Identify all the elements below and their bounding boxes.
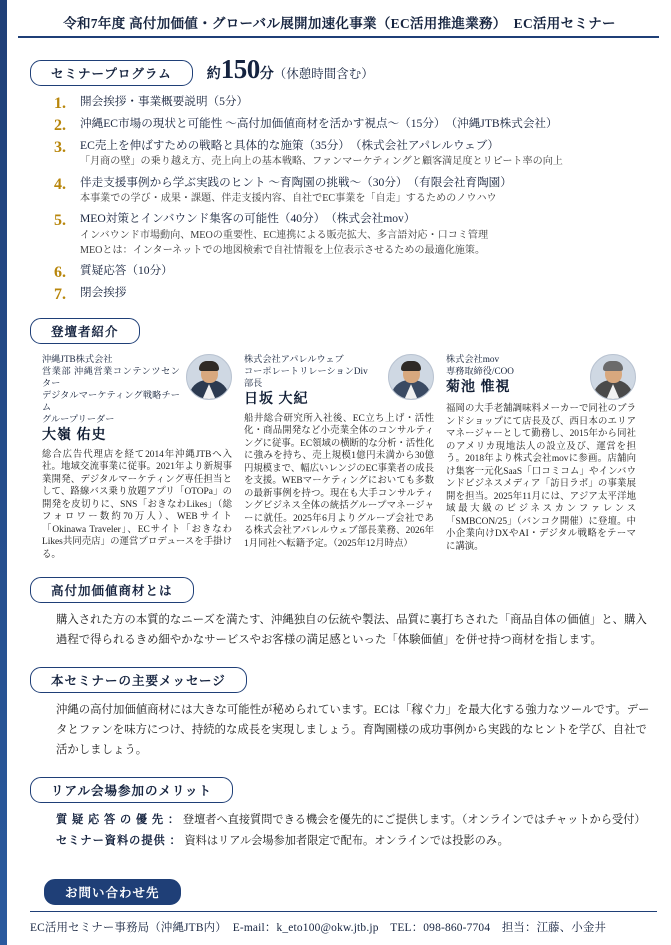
speaker-header [446,354,636,400]
program-item-subtitle: MEOとは：インターネットでの地図検索で自社情報を上位表示させるための最適化施策。 [80,245,486,257]
program-item-title: 伴走支援事例から学ぶ実践のヒント ～育陶園の挑戦～（30分） （有限会社育陶園） [80,175,512,189]
header-divider [18,36,659,38]
speaker-name: 日坂 大紀 [244,391,309,407]
program-item-title: 沖縄EC市場の現状と可能性 ～高付加価値商材を活かす視点～（15分） （沖縄JTB株式会社） [80,116,558,130]
speaker-list [30,354,657,561]
speaker-meta [446,354,584,398]
speaker-card [446,354,636,561]
duration-note: （休憩時間含む） [273,67,374,81]
speaker-bio: 福岡の大手老舗調味料メーカーで同社のブランドショップにて店長及び、西日本のエリアマネージャーとして勤務し、2015年から同社のアメリカ現地法人の設立及び、運営を担う。2018年より株式会社movに参画。店舗向け集客一元化SaaS「口コミコム」やインバウンドビジネスメディア「訪日ラボ」の事業展開を担当。2025年11月には、アジア太平洋地域最大級のビジネスカンファレンス「SMBCON/25」（バンコク開催）に登壇。中小企業向けDXやAI・デジタル戦略をテーマに講演。 [446,404,636,552]
speaker-org: 営業部 沖縄営業コンテンツセンター [42,366,180,388]
speaker-role: 専務取締役/COO [446,366,514,377]
speakers-section [30,318,657,561]
speaker-org: 株式会社mov [446,354,500,365]
speaker-org: デジタルマーケティング戦略チーム [42,389,180,412]
program-item [54,94,657,111]
main-content [0,54,671,851]
duration-prefix: 約 [206,67,221,82]
program-item-title: MEO対策とインバウンド集客の可能性（40分） （株式会社mov） [80,212,416,226]
section-label-contact: お問い合わせ先 [44,879,181,905]
merit-item-text: 資料はリアル会場参加者限定で配布。オンラインでは投影のみ。 [181,834,509,847]
speaker-card [42,354,232,561]
merit-item [56,831,657,852]
section-label-program: セミナープログラム [30,60,193,86]
program-item-subtitle: インバウンド市場動向、MEOの重要性、EC連携による販売拡大、多言語対応・口コミ管理 [80,230,489,242]
merit-item [56,810,657,831]
program-item [54,116,657,133]
program-item [54,285,657,302]
speaker-meta [42,354,180,446]
duration-number: 150 [220,54,260,84]
page-title: 令和7年度 高付加価値・グローバル展開加速化事業（EC活用推進業務） EC活用セミナー [63,16,616,31]
footer-divider [30,911,657,912]
program-heading-row [30,54,657,86]
program-item-title: 質疑応答（10分） [80,264,173,278]
speaker-bio: 船井総合研究所入社後、EC立ち上げ・活性化・商品開発など小売業全体のコンサルティングに従事。EC領域の横断的な分析・活性化に強みを持ち、売上規模1億円未満から30億円規模まで、幅広いレンジのEC事業者の成長を支援。WEBマーケティングにおいても多数の最新事例を持つ。現在も大手コンサルティングビジネス全体の統括グループマネージャーに就任。2025年6月よりグループ会社である株式会社アパレルウェブ部長業務、2026年1月同社へ転籍予定。（2025年12月時点） [244,413,434,549]
contact-label-wrap [30,879,657,905]
program-item-subtitle: 本事業での学び・成果・課題、伴走支援内容、自社でEC事業を「自走」するためのノウハウ [80,193,497,205]
speaker-name: 大嶺 佑史 [42,427,107,443]
merit-item-text: 登壇者へ直接質問できる機会を優先的にご提供します。（オンラインではチャットから受付） [180,813,646,826]
merit-item-label: セミナー資料の提供 ： [56,834,182,847]
program-item [54,138,657,170]
speaker-org: 沖縄JTB株式会社 [42,354,113,365]
speaker-avatar [590,354,636,400]
speaker-org: グループリーダー [42,413,115,424]
speaker-header [42,354,232,446]
contact-line: EC活用セミナー事務局（沖縄JTB内） E-mail：k_eto100@okw.jtb.jp TEL：098-860-7704 担当：江藤、小金井 [30,922,607,934]
section-label-speakers: 登壇者紹介 [30,318,140,344]
contact-footer [0,879,671,945]
page-header [0,0,671,40]
speaker-role: 部長 [244,377,263,388]
merit-item-label: 質 疑 応 答 の 優 先 ： [56,813,181,826]
speaker-header [244,354,434,410]
speaker-org: コーポレートリレーションDiv [244,366,368,377]
speaker-name: 菊池 惟視 [446,379,511,395]
program-item [54,211,657,258]
program-item [54,175,657,207]
info-section [30,667,657,761]
speaker-bio: 総合広告代理店を経て2014年沖縄JTBへ入社。地域交流事業に従事。2021年より新規事業開発、デジタルマーケティング専任担当として、路線バス乗り放題アプリ「OTOPa」の開発を皮切りに、SNS「おきなわLikes」（総フォロワー数約70万人）、WEBサイト「Okinawa Traveler」、ECサイト「おきなわLikes共同売店」の運営プロデュースを手掛ける。 [42,449,232,560]
merits-section [30,777,657,851]
program-duration [207,54,374,85]
section-body: 購入された方の本質的なニーズを満たす、沖縄独自の伝統や製法、品質に裏打ちされた「商品自体の価値」と、購入過程で得られるきめ細やかなサービスやお客様の満足感といった「体験価値」を併せ持つ商材を指します。 [56,614,647,647]
program-list [30,94,657,302]
speaker-avatar [186,354,232,400]
program-item-title: 開会挨拶・事業概要説明（5分） [80,95,249,108]
program-item-title: 閉会挨拶 [80,286,127,300]
info-section [30,577,657,651]
speaker-meta [244,354,382,410]
text-sections [30,577,657,761]
program-item [54,263,657,280]
section-body: 沖縄の高付加価値商材には大きな可能性が秘められています。ECは「稼ぐ力」を最大化する強力なツールです。データとファンを味方につけ、持続的な成長を実現しましょう。育陶園様の成功事例から実践的なヒントを学び、自社で活かしましょう。 [56,704,650,756]
merit-list [56,810,657,851]
section-label-merits: リアル会場参加のメリット [30,777,233,803]
program-item-subtitle: 「月商の壁」の乗り越え方、売上向上の基本戦略、ファンマーケティングと顧客満足度とリピート率の向上 [80,156,563,168]
speaker-avatar [388,354,434,400]
duration-unit: 分 [259,67,274,82]
program-item-title: EC売上を伸ばすための戦略と具体的な施策（35分） （株式会社アパレルウェブ） [80,138,500,152]
speaker-card [244,354,434,561]
section-label: 本セミナーの主要メッセージ [30,667,247,693]
speaker-org: 株式会社アパレルウェブ [244,354,344,365]
section-label: 高付加価値商材とは [30,577,194,603]
